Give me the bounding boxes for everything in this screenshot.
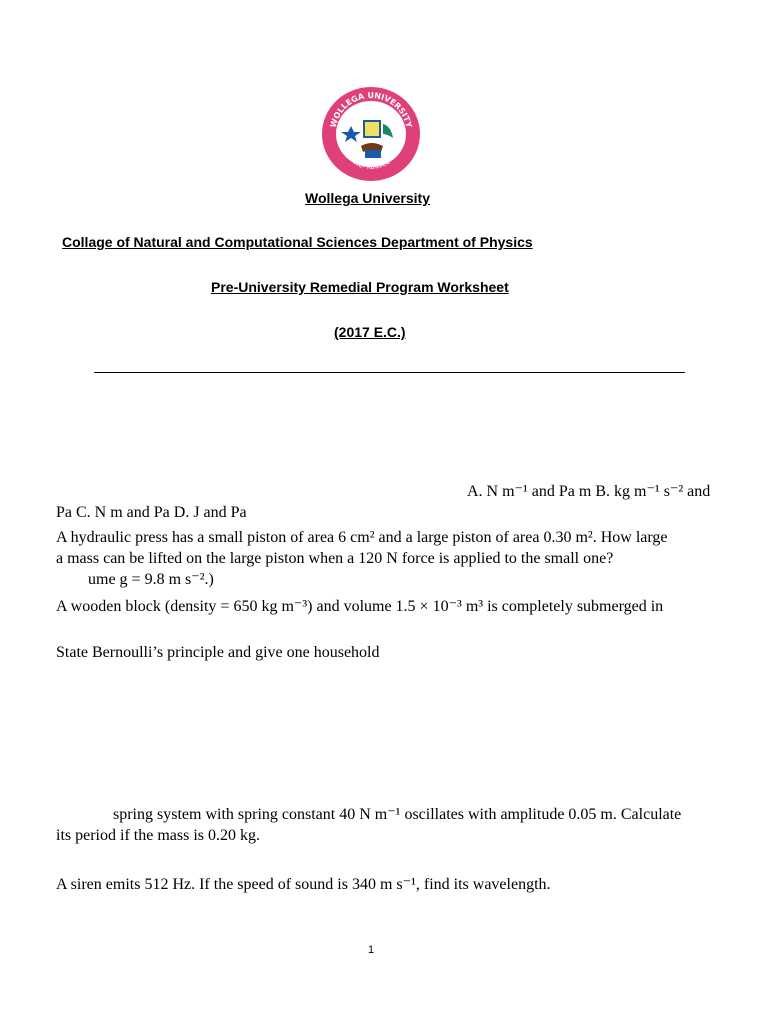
logo-ring-text-bottom: ወለጋ ዩኒቨርሲቲ (350, 157, 392, 171)
options-line-2: Pa C. N m and Pa D. J and Pa (56, 504, 247, 521)
program-title: Pre-University Remedial Program Worksheet (211, 279, 509, 295)
bernoulli-question: State Bernoulli’s principle and give one household (56, 644, 380, 661)
year-title: (2017 E.C.) (334, 324, 406, 340)
hydraulic-question-line-1: A hydraulic press has a small piston of area 6 cm² and a large piston of area 0.30 m². How large (56, 529, 668, 546)
page-number: 1 (368, 944, 375, 956)
hydraulic-question-line-3: ume g = 9.8 m s⁻².) (88, 571, 214, 588)
wooden-block-question: A wooden block (density = 650 kg m⁻³) and volume 1.5 × 10⁻³ m³ is completely submerged in (56, 598, 664, 615)
university-title: Wollega University (305, 190, 431, 206)
university-logo (321, 84, 421, 184)
header-divider (94, 372, 685, 373)
logo-ring-text-top: WOLLEGA UNIVERSITY (328, 90, 414, 129)
options-line-1: A. N m⁻¹ and Pa m B. kg m⁻¹ s⁻² and (467, 483, 711, 500)
spring-question-line-2: its period if the mass is 0.20 kg. (56, 827, 260, 844)
college-title: Collage of Natural and Computational Sciences Department of Physics (62, 234, 533, 250)
siren-question: A siren emits 512 Hz. If the speed of sound is 340 m s⁻¹, find its wavelength. (56, 876, 551, 893)
spring-question-line-1: spring system with spring constant 40 N m⁻¹ oscillates with amplitude 0.05 m. Calculate (113, 806, 682, 823)
hydraulic-question-line-2: a mass can be lifted on the large piston when a 120 N force is applied to the small one? (56, 550, 614, 567)
